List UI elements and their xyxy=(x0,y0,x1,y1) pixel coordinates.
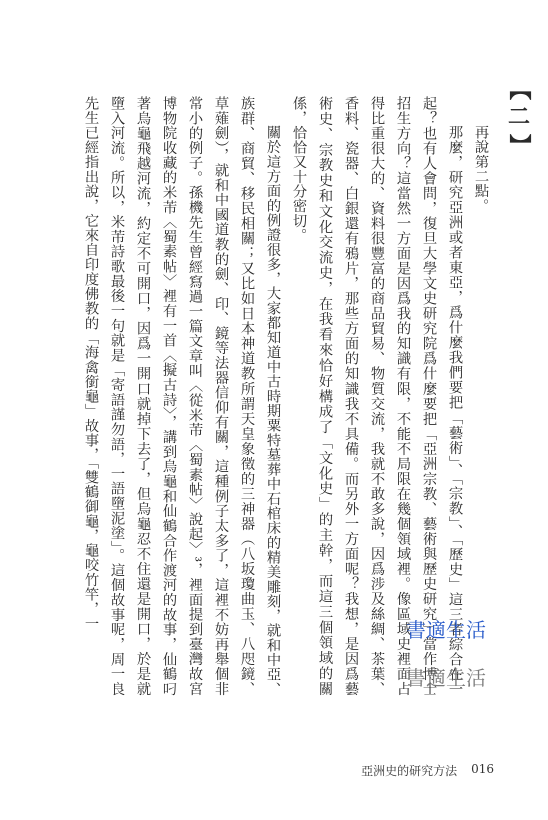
watermark-primary: 書適生活 xyxy=(406,618,486,642)
paragraph-2: 那麼，研究亞洲或者東亞，爲什麼我們要把「藝術」、「宗教」、「歷史」這三者綜合在一起？也有人會問，復旦大學文史研究院爲什麼要把「亞洲宗教、藝術與歷史研究」當作博士招生方向？這當然一方面是因爲我的知識有限，不能不局限在幾個領域裡。像區域史裡面占得比重很大的、資料很豐富的商品貿易、物質交流，我就不敢多說，因爲涉及絲綢、茶葉、香料、瓷器、白銀還有鴉片，那些方面的知識我不具備。而另外一方面呢？我想，是因爲藝術史、宗教史和文化交流史，在我看來恰好構成了「文化史」的主幹，而這三個領域的關係，恰恰又十分密切。 xyxy=(291,96,463,696)
paragraph-3: 關於這方面的例證很多，大家都知道中古時期粟特墓葬中石棺床的精美雕刻，就和中亞、族群、商貿、移民相關；又比如日本神道教所謂天皇象徵的三神器（八坂瓊曲玉、八咫鏡、草薙劍），就和中國道教的劍、印、鏡等法器信仰有關，這種例子太多了，這裡不妨再舉個非常小的例子。孫機先生曾經寫過一篇文章叫〈從米芾〈蜀素帖〉說起〉³，裡面提到臺灣故宮博物院收藏的米芾〈蜀素帖〉裡有一首〈擬古詩〉，講到烏龜和仙鶴合作渡河的故事，仙鶴叼著烏龜飛越河流，約定不可開口，因爲一開口就掉下去了，但烏龜忍不住還是開口，於是就墮入河流。所以，米芾詩歌最後一句就是「寄語謹勿語，一語墮泥塗」。這個故事呢，周一良先生已經指出說，它來自印度佛教的「海禽銜龜」故事，「雙鶴御龜，龜咬竹竿，一 xyxy=(83,96,281,696)
section-open-bracket: 【 xyxy=(506,78,532,100)
page-footer xyxy=(361,762,494,779)
vertical-body-text xyxy=(78,96,494,696)
section-close-bracket: 】 xyxy=(506,134,532,156)
running-title: 亞洲史的研究方法 xyxy=(361,764,458,778)
section-number: 二 xyxy=(507,104,530,130)
watermark-secondary: 書適生活 xyxy=(406,666,486,690)
paragraph-1: 再說第二點。 xyxy=(473,124,489,213)
page-number: 016 xyxy=(471,762,494,776)
section-number-marker xyxy=(504,78,534,156)
